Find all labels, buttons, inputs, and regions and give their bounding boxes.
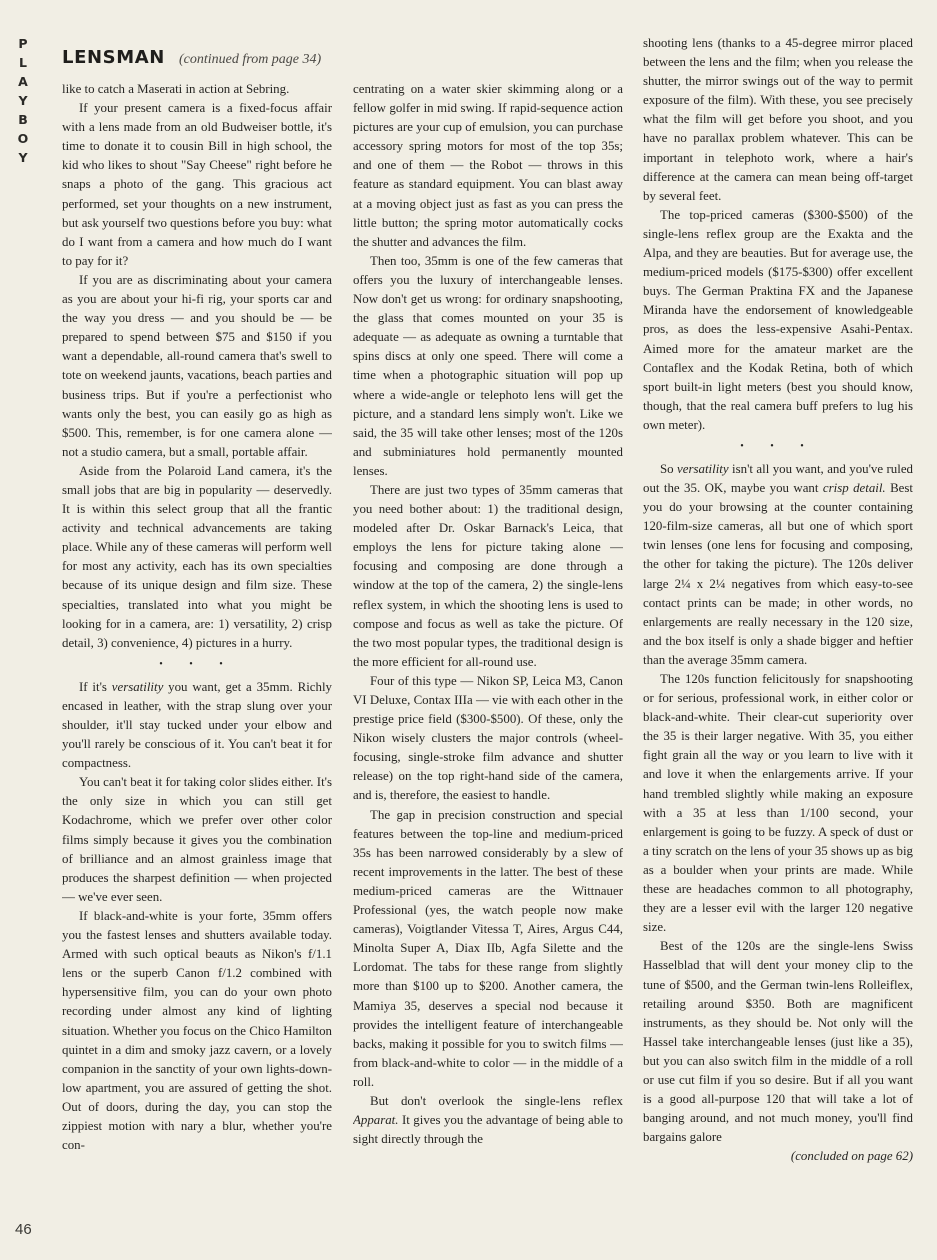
spine-letter: A [18,74,28,89]
spine-letter: L [19,55,27,70]
paragraph: The 120s function felicitously for snapshooting or for serious, professional work, in either color or black-and-white. Their clear-cut superiority over the 35 is their larger negative. With 35, you either fight grain all the way or you learn to live with it and love it when the enlargements arrive. If your hand trembled slightly while making an exposure with a 35 at less than 1/100 second, your enlargement is going to be fuzzy. A speck of dust or a tiny scratch on the lens of your 35 shows up as big as a boulder when your prints are made. While these are headaches common to all photography, they are a lesser evil with the larger 120 negative size. [643,672,913,935]
article-header [62,47,321,68]
continued-note: (continued from page 34) [179,52,322,67]
article-title: LENSMAN [62,47,165,68]
magazine-spine-logo [12,34,34,167]
paragraph: There are just two types of 35mm cameras that you need bother about: 1) the traditional design, modeled after Dr. Oskar Barnack's Leica, that employs the lens for picture taking alone — focusing and composing are done through a window at the top of the camera, 2) the single-lens reflex system, in which the shooting lens is used to compose and focus as well as take the picture. Of the two most popular types, the traditional design is the more efficient for all-round use. [353,482,623,669]
paragraph: If black-and-white is your forte, 35mm offers you the fastest lenses and shutters available today. Armed with such optical beauts as Nikon's f/1.1 lens or the superb Canon f/1.2 combined with hypersensitive film, you can do your own photo recording under almost any kind of lighting situation. Whether you focus on the Chico Hamilton quintet in a dim and smoky jazz cavern, or a lovely companion in the sanctity of your own lights-down-low apartment, you are assured of getting the shot. Out of doors, during the day, you can stop the zippiest motion with nary a blur, whether you're con- [62,908,332,1153]
paragraph: Best of the 120s are the single-lens Swiss Hasselblad that will dent your money clip to the tune of $500, and the German twin-lens Rolleiflex, retailing around $350. Both are magnificent instruments, as they should be. Not only will the Hassel take interchangeable lenses (just like a 35), but you can also switch film in the middle of a roll or use cut film if you so desire. But if all you want is a good all-purpose 120 that will take a lot of banging around, and not much money, you'll find bargains galore [643,939,913,1145]
paragraph: So versatility isn't all you want, and you've ruled out the 35. OK, maybe you want crisp detail. Best you do your browsing at the counter containing 120-film-size cameras, all but one of which sport twin lenses (one lens for focusing and composing, the other for taking the picture). The 120s deliver large 2¼ x 2¼ negatives from which easy-to-see contact prints can be made; in other words, no enlargements are really necessary in the 120 size, and the box itself is only a shade bigger and heftier than the average 35mm camera. [643,461,913,667]
section-divider: • • • [740,440,816,452]
paragraph: You can't beat it for taking color slides either. It's the only size in which you can still get Kodachrome, which we prefer over other color films simply because it gives you the combination of brilliance and an almost grainless image that produces the sharpest definition — when projected — we've ever seen. [62,775,332,904]
paragraph: The top-priced cameras ($300-$500) of the single-lens reflex group are the Exakta and the Alpa, and they are beauties. But for average use, the medium-priced models ($175-$300) offer excellent buys. The German Praktina FX and the Japanese Miranda have the endorsement of knowledgeable pros, as does the less-expensive Asahi-Pentax. Aimed more for the amateur market are the Contaflex and the Kodak Retina, both of which sport built-in light meters (best you should know, though, that the real camera buff prefers to lug his own meter). [643,207,913,432]
paragraph: Then too, 35mm is one of the few cameras that offers you the luxury of interchangeable lenses. Now don't get us wrong: for ordinary snapshooting, the glass that comes mounted on your 35 is adequate — as adequate as owning a turntable that spins discs at only one speed. There will come a time when a photographic situation will pop up where a wide-angle or telephoto lens will get the picture, and a standard lens simply won't. Like we said, the 35 will take other lenses; most of the 120s and subminiatures hold permanently mounted lenses. [353,253,623,478]
column-3 [643,34,913,1240]
paragraph: shooting lens (thanks to a 45-degree mirror placed between the lens and the film; when you release the shutter, the mirror swings out of the way to permit exposure of the film). With these, you see precisely what the film will get before you shoot, and you have no parallax problem whatever. This can be important in telephoto work, where a hair's difference at the camera can mean being off-target by several feet. [643,36,913,203]
section-divider: • • • [159,658,235,670]
column-2 [353,80,623,1240]
emphasis: Apparat. [353,1113,399,1128]
emphasis: crisp detail. [822,481,886,496]
paragraph: But don't overlook the single-lens reflex Apparat. It gives you the advantage of being able to sight directly through the [353,1093,623,1147]
column-1 [62,80,332,1240]
concluded-note: (concluded on page 62) [790,1149,913,1164]
paragraph: If you are as discriminating about your camera as you are about your hi-fi rig, your sports car and the way you dress — and you should be — be prepared to spend between $75 and $150 if you want a dependable, all-round camera that's swell to tote on weekend jaunts, vacations, beach parties and business trips. But if you're a perfectionist who wants only the best, you can easily go as high as $500. This, remember, is for one camera alone — not a studio camera, but a small, portable affair. [62,272,332,459]
page-number: 46 [15,1221,32,1238]
spine-letter: Y [18,150,28,165]
paragraph: centrating on a water skier skimming along or a fellow golfer in mid swing. If rapid-sequence action pictures are your cup of emulsion, you can purchase accessory spring motors for most of the top 35s; and one of them — the Robot — throws in this feature as standard equipment. You can blast away at a moving object just as fast as you can press the little button; the spring motor automatically cocks the shutter and advances the film. [353,82,623,249]
emphasis: versatility [677,461,729,476]
paragraph: If it's versatility you want, get a 35mm. Richly encased in leather, with the strap slung over your shoulder, it'll stay tucked under your elbow and you'll rarely be conscious of it. You can't beat it for compactness. [62,679,332,771]
spine-letter: O [17,131,29,146]
spine-letter: B [18,112,28,127]
paragraph: like to catch a Maserati in action at Sebring. [62,82,290,96]
emphasis: versatility [111,679,164,694]
paragraph: If your present camera is a fixed-focus affair with a lens made from an old Budweiser bottle, it's time to donate it to cousin Bill in high school, the kid who likes to shout "Say Cheese" right before he snaps a photo of the gang. This gracious act performed, set your thoughts on a new instrument, but ask yourself two questions before you buy: what do I want from a camera and how much do I want to pay for it? [62,101,332,268]
paragraph: Aside from the Polaroid Land camera, it's the small jobs that are big in popularity — deservedly. It is within this select group that all the frantic activity and technical advancements are taking place. While any of these cameras will perform well for most any activity, each has its own specialties because of its unique design and film size. These specialties, translated into what you might be looking for in a camera, are: 1) versatility, 2) crisp detail, 3) convenience, 4) pictures in a hurry. [62,463,332,650]
spine-letter: P [18,36,28,51]
paragraph: The gap in precision construction and special features between the top-line and medium-priced 35s has been narrowed considerably by a slew of recent improvements in the latter. The best of these medium-priced cameras are the Wittnauer Professional (yes, the watch people now make cameras), Voigtlander Vitessa T, Aires, Argus C44, Minolta Super A, Diax IIb, Agfa Silette and the Lordomat. The tabs for these range from slightly more than $100 up to $200. Another camera, the Mamiya 35, deserves a special nod because it provides the intelligent feature of interchangeable backs, making it possible for you to switch films — from black-and-white to color — in the middle of a roll. [353,807,623,1089]
spine-letter: Y [18,93,28,108]
paragraph: Four of this type — Nikon SP, Leica M3, Canon VI Deluxe, Contax IIIa — vie with each other in the prestige price field ($300-$500). Of these, only the Nikon wisely clusters the major controls (wheel-focusing, single-stroke film advance and shutter release) on the top right-hand side of the camera, and is, therefore, the easiest to handle. [353,673,623,803]
